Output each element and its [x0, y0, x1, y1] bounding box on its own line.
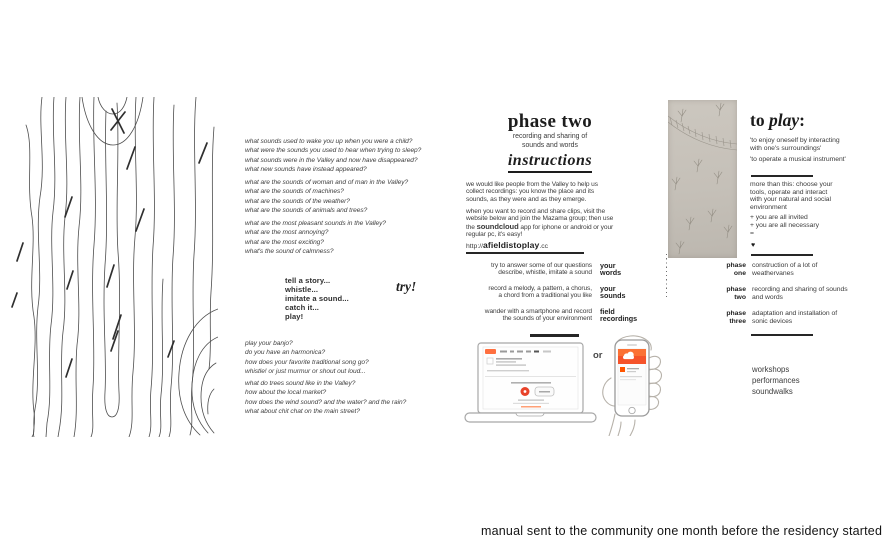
- row2-action: record a melody, a pattern, a chorus, a chord from a traditional you like: [488, 285, 592, 300]
- events-list: workshops performances soundwalks: [752, 365, 800, 396]
- to-play-title: to play:: [750, 110, 805, 130]
- questions-block-2: what are the sounds of woman and of man in the Valley? what are the sounds of machines? what are the sounds of the weather? what are the sounds of animals and trees?: [245, 179, 409, 214]
- heart-icon: ♥: [751, 242, 756, 249]
- soundcloud-logo: [485, 349, 496, 354]
- phase-three-desc: adaptation and installation of sonic devices: [752, 310, 838, 325]
- dandelion-photo-detail: [668, 100, 737, 258]
- website-url: http://afieldistoplay.cc: [466, 240, 549, 250]
- instructions-paragraph-2: when you want to record and share clips, visit the website below and join the Mazama group; then use the soundcloud app for iphone or android or your regular pc, it's easy!: [466, 208, 614, 239]
- questions-block-4: play your banjo? do you have an harmonica? how does your favorite traditional song go? whistle! or just murmur or shout out loud...: [245, 340, 369, 375]
- row1-label: your words: [600, 261, 622, 278]
- phase-two-subtitle: recording and sharing of sounds and words: [512, 133, 588, 149]
- to-play-divider-2: [751, 254, 813, 256]
- questions-block-5: what do trees sound like in the Valley? how about the local market? how does the wind sound? and the water? and the rain? what about chit chat on the main street?: [245, 380, 407, 415]
- row3-action: wander with a smartphone and record the sounds of your environment: [484, 308, 592, 323]
- row1-action: try to answer some of our questions describe, whistle, imitate a sound: [491, 262, 592, 277]
- instructions-paragraph-1: we would like people from the Valley to help us collect recordings: you know the place and its sounds, as they were and as they emerge.: [466, 181, 598, 203]
- questions-block-3: what are the most pleasant sounds in the Valley? what are the most annoying? what are the most exciting? what's the sound of calmness?: [245, 220, 387, 255]
- contour-tick-marks: [12, 109, 207, 377]
- phase-two-label: phase two: [726, 286, 746, 301]
- row2-label: your sounds: [600, 284, 626, 301]
- soundcloud-word: soundcloud: [476, 221, 519, 231]
- dotted-separator: [666, 254, 667, 298]
- call-to-action-list: tell a story... whistle... imitate a sound... catch it... play!: [285, 276, 349, 321]
- more-than-this-paragraph: more than this: choose your tools, operate and interact with your natural and social environment: [750, 181, 833, 211]
- instructions-heading: instructions: [495, 152, 605, 173]
- invited-lines: + you are all invited + you are all necessary =: [750, 214, 819, 237]
- to-play-divider-3: [751, 334, 813, 336]
- row3-label: field recordings: [600, 307, 638, 324]
- phone-speaker: [627, 344, 637, 346]
- try-label: try!: [396, 279, 417, 294]
- dandelion-photo: [668, 100, 737, 258]
- dandelion-seeds: [672, 103, 732, 254]
- to-play-divider-1: [751, 175, 813, 177]
- phase-two-title: phase two: [507, 111, 593, 132]
- net-arc: [668, 116, 737, 150]
- questions-block-1: what sounds used to wake you up when you were a child? what were the sounds you used to hear when trying to sleep? what sounds were in the Valley and now have disappeared? what new sounds have instead appeared?: [245, 138, 422, 173]
- track-thumbnail: [620, 367, 625, 372]
- contour-map-drawing: [8, 97, 218, 437]
- play-quote-2: 'to operate a musical instrument': [750, 156, 846, 163]
- phone-in-hand-sketch: [599, 334, 663, 436]
- laptop-sketch: [463, 336, 598, 428]
- page-caption: manual sent to the community one month before the residency started: [481, 524, 883, 538]
- phase-one-desc: construction of a lot of weathervanes: [752, 262, 818, 277]
- play-quote-1: 'to enjoy oneself by interacting with one's surroundings': [750, 137, 840, 152]
- home-button: [629, 407, 635, 413]
- or-label: or: [593, 350, 603, 361]
- phase-one-label: phase one: [726, 262, 746, 277]
- url-underline: [466, 252, 584, 254]
- phase-two-desc: recording and sharing of sounds and words: [752, 286, 848, 301]
- phase-three-label: phase three: [726, 310, 746, 325]
